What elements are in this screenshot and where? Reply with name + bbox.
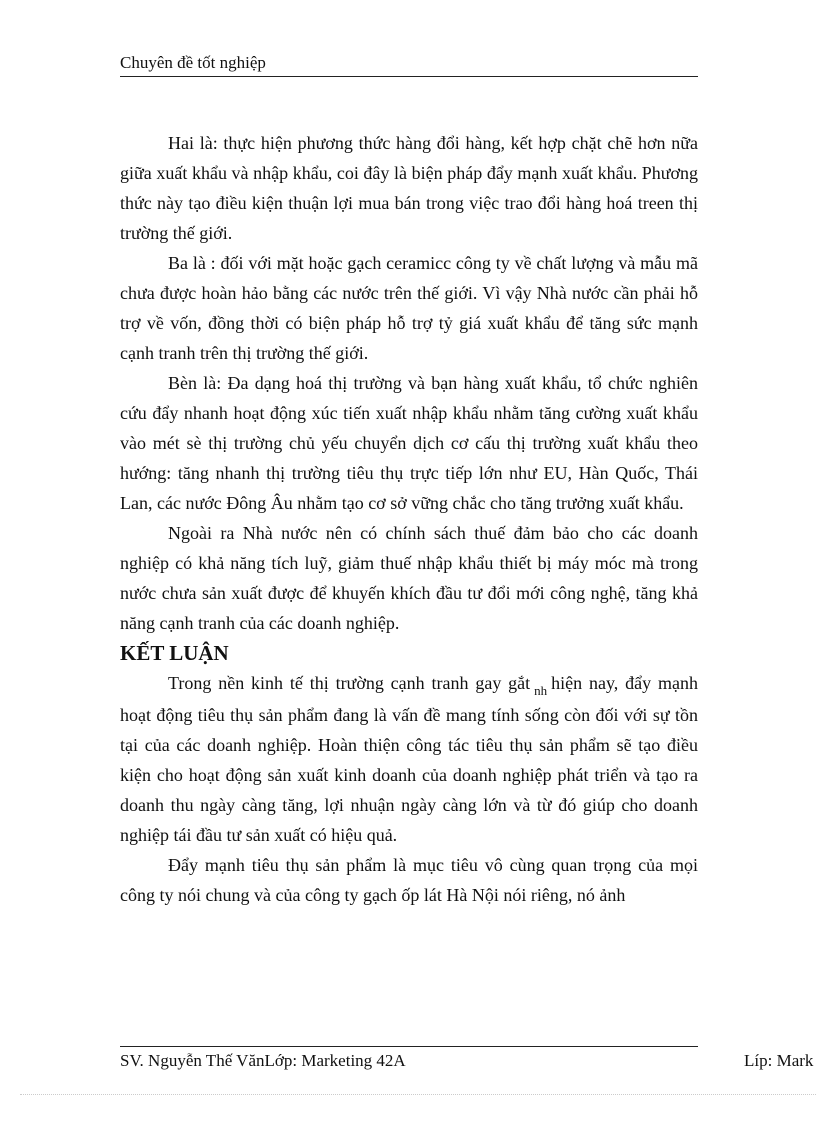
page-header: Chuyên đề tốt nghiệp [120,53,266,72]
conclusion-p1-start: Trong nền kinh tế thị trường cạnh tranh gay gắt [168,673,531,693]
paragraph-hai-la: Hai là: thực hiện phương thức hàng đổi hàng, kết hợp chặt chẽ hơn nữa giữa xuất khẩu và nhập khẩu, coi đây là biện pháp đẩy mạnh xuất khẩu. Phương thức này tạo điều kiện thuận lợi mua bán trong việc trao đổi hàng hoá treen thị trường thế giới. [120,133,698,243]
footer-rule [120,1046,698,1047]
conclusion-p1-rest: hiện nay, đẩy mạnh hoạt động tiêu thụ sản phẩm đang là vấn đề mang tính sống còn đối với sự tồn tại của các doanh nghiệp. Hoàn thiện công tác tiêu thụ sản phẩm sẽ tạo điều kiện cho hoạt động sản xuất kinh doanh của doanh nghiệp phát triển và tạo ra doanh thu ngày càng tăng, lợi nhuận ngày càng lớn và từ đó giúp cho doanh nghiệp tái đầu tư sản xuất có hiệu quả. [120,673,698,845]
paragraph-ba-la: Ba là : đối với mặt hoặc gạch ceramicc công ty về chất lượng và mẫu mã chưa được hoàn hảo bằng các nước trên thế giới. Vì vậy Nhà nước cần phải hỗ trợ về vốn, đồng thời có biện pháp hỗ trợ tỷ giá xuất khẩu để tăng sức mạnh cạnh tranh trên thị trường thế giới. [120,253,698,363]
conclusion-paragraph-2: Đẩy mạnh tiêu thụ sản phẩm là mục tiêu vô cùng quan trọng của mọi công ty nói chung và của công ty gạch ốp lát Hà Nội nói riêng, nó ảnh [120,855,698,905]
conclusion-paragraph-1 [120,668,698,850]
document-body [120,128,698,910]
conclusion-p1-fragment: nh [534,683,548,698]
page-footer-right: Líp: Mark [744,1051,814,1070]
page-footer-left: SV. Nguyễn Thế VănLớp: Marketing 42A [120,1051,406,1070]
header-rule [120,76,698,77]
conclusion-heading: KẾT LUẬN [120,641,229,665]
paragraph-ngoai-ra: Ngoài ra Nhà nước nên có chính sách thuế đảm bảo cho các doanh nghiệp có khả năng tích luỹ, giảm thuế nhập khẩu thiết bị máy móc mà trong nước chưa sản xuất được để khuyến khích đầu tư đổi mới công nghệ, tăng khả năng cạnh tranh của các doanh nghiệp. [120,523,698,633]
page-edge-divider [20,1094,816,1095]
paragraph-bon-la: Bèn là: Đa dạng hoá thị trường và bạn hàng xuất khẩu, tổ chức nghiên cứu đẩy nhanh hoạt động xúc tiến xuất nhập khẩu nhằm tăng cường xuất khẩu vào mét sè thị trường chủ yếu chuyển dịch cơ cấu thị trường xuất khẩu theo hướng: tăng nhanh thị trường tiêu thụ trực tiếp lớn như EU, Hàn Quốc, Thái Lan, các nước Đông Âu nhằm tạo cơ sở vững chắc cho tăng trưởng xuất khẩu. [120,373,698,513]
